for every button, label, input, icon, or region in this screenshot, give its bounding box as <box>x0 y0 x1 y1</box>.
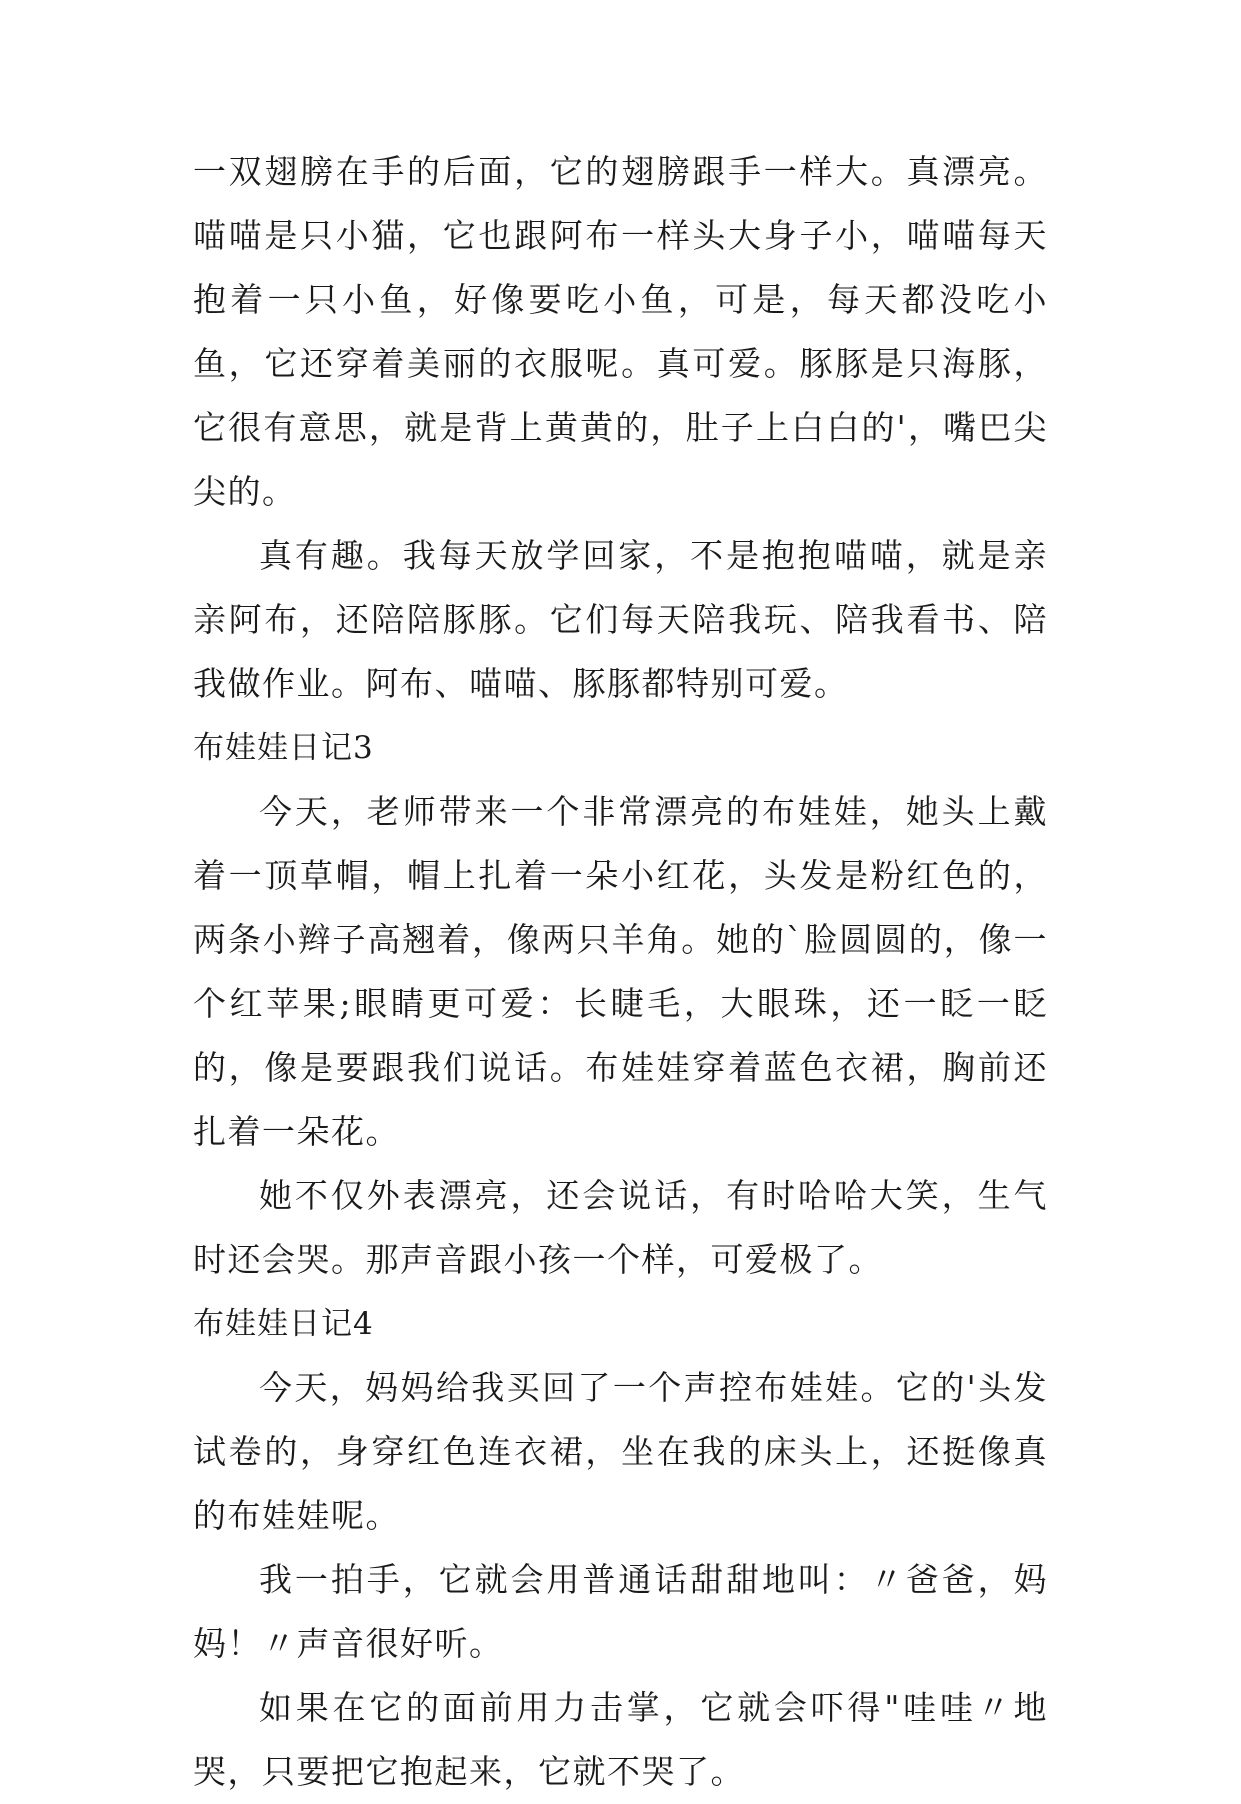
document-body <box>193 140 1048 1804</box>
paragraph: 真有趣。我每天放学回家，不是抱抱喵喵，就是亲亲阿布，还陪陪豚豚。它们每天陪我玩、陪我看书、陪我做作业。阿布、喵喵、豚豚都特别可爱。 <box>193 536 1048 703</box>
paragraph: 一双翅膀在手的后面，它的翅膀跟手一样大。真漂亮。喵喵是只小猫，它也跟阿布一样头大身子小，喵喵每天抱着一只小鱼，好像要吃小鱼，可是，每天都没吃小鱼，它还穿着美丽的衣服呢。真可爱。豚豚是只海豚，它很有意思，就是背上黄黄的，肚子上白白的'，嘴巴尖尖的。 <box>193 152 1048 511</box>
paragraph: 今天，妈妈给我买回了一个声控布娃娃。它的'头发试卷的，身穿红色连衣裙，坐在我的床头上，还挺像真的布娃娃呢。 <box>193 1368 1048 1535</box>
section-heading: 布娃娃日记4 <box>193 1306 374 1342</box>
paragraph: 如果在它的面前用力击掌，它就会吓得"哇哇〃地哭，只要把它抱起来，它就不哭了。 <box>193 1688 1048 1791</box>
paragraph: 今天，老师带来一个非常漂亮的布娃娃，她头上戴着一顶草帽，帽上扎着一朵小红花，头发是粉红色的，两条小辫子高翘着，像两只羊角。她的`脸圆圆的，像一个红苹果;眼睛更可爱：长睫毛，大眼珠，还一眨一眨的，像是要跟我们说话。布娃娃穿着蓝色衣裙，胸前还扎着一朵花。 <box>193 792 1048 1151</box>
section-heading: 布娃娃日记3 <box>193 730 374 766</box>
paragraph: 我一拍手，它就会用普通话甜甜地叫：〃爸爸，妈妈！〃声音很好听。 <box>193 1560 1048 1663</box>
paragraph: 她不仅外表漂亮，还会说话，有时哈哈大笑，生气时还会哭。那声音跟小孩一个样，可爱极了。 <box>193 1176 1048 1279</box>
